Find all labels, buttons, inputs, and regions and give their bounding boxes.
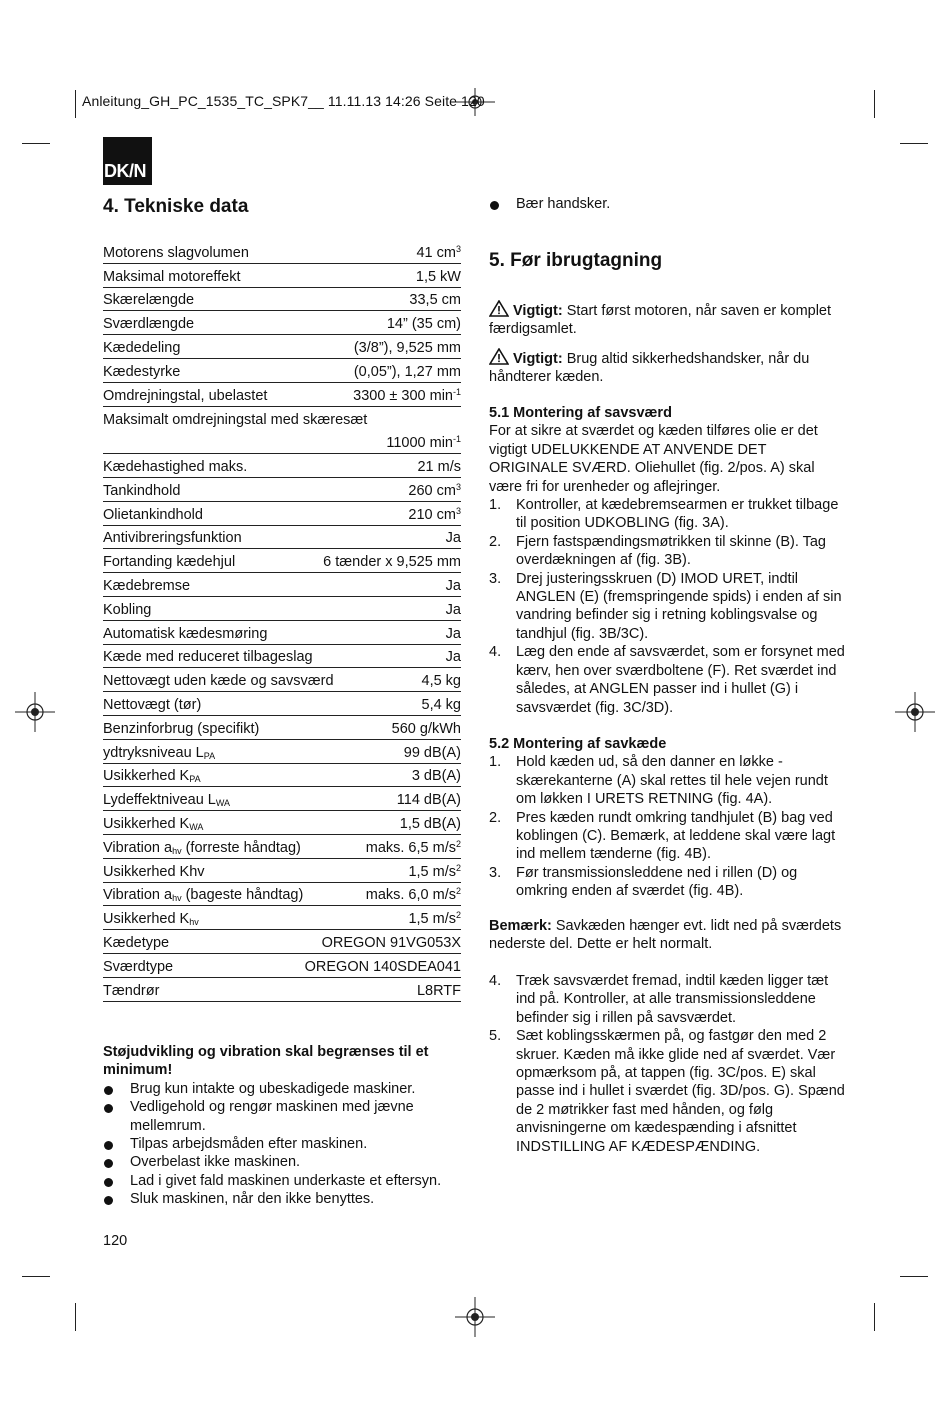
spec-label: Olietankindhold	[103, 506, 203, 523]
crop-mark	[874, 1303, 875, 1331]
step-item	[489, 809, 849, 864]
spec-label: Nettovægt (tør)	[103, 696, 202, 713]
spec-row	[103, 811, 461, 835]
list-item: Vedligehold og rengør maskinen med jævne mellemrum.	[103, 1098, 463, 1135]
spec-label: Sværdlængde	[103, 316, 195, 333]
spec-label: Vibration $a_{hv}$ (bageste håndtag)	[103, 887, 304, 904]
spec-label: Tankindhold	[103, 482, 181, 499]
spec-label: Vibration $a_{hv}$ (forreste håndtag)	[103, 839, 301, 856]
spec-row	[103, 978, 461, 1002]
spec-label: Motorens slagvolumen	[103, 244, 249, 261]
subsection-title: 5.1 Montering af savsværd	[489, 405, 672, 421]
spec-label: Lydeffektniveau $L_{WA}$	[103, 792, 231, 809]
step-list	[489, 972, 849, 1156]
spec-value: 560 g/kWh	[391, 720, 461, 737]
spec-value: OREGON 91VG053X	[321, 934, 461, 951]
spec-label: Kædebremse	[103, 577, 191, 594]
list-item: Lad i givet fald maskinen underkaste et eftersyn.	[103, 1172, 463, 1190]
spec-value: (3/8”), 9,525 mm	[353, 339, 461, 356]
spec-row	[103, 692, 461, 716]
spec-value: Ja	[445, 601, 461, 618]
noise-section	[103, 1043, 463, 1209]
spec-row	[103, 954, 461, 978]
spec-row	[103, 454, 461, 478]
spec-value: 5,4 kg	[421, 696, 461, 713]
spec-label: Usikkerhed Khv	[103, 863, 205, 880]
spec-label: Usikkerhed $K_{hv}$	[103, 911, 199, 928]
print-header: Anleitung_GH_PC_1535_TC_SPK7__ 11.11.13 14:26 Seite 120	[82, 93, 485, 109]
spec-value: 33,5 cm	[409, 292, 461, 309]
spec-row	[103, 668, 461, 692]
spec-row	[103, 930, 461, 954]
spec-label: Kædestyrke	[103, 363, 181, 380]
spec-value: 41 $cm^3$	[416, 243, 461, 261]
spec-row	[103, 502, 461, 526]
note-text: Savkæden hænger evt. lidt ned på sværdets nederste del. Dette er helt normalt.	[489, 918, 842, 953]
spec-label: Usikkerhed $K_{PA}$	[103, 768, 201, 785]
crop-mark	[900, 1276, 928, 1277]
spec-row	[103, 359, 461, 383]
spec-row	[103, 883, 461, 907]
warning-label: Vigtigt:	[513, 303, 563, 319]
spec-value: 4,5 kg	[421, 673, 461, 690]
spec-label: Benzinforbrug (specifikt)	[103, 720, 260, 737]
intro-paragraph: For at sikre at sværdet og kæden tilføres olie er det vigtigt UDELUKKENDE AT ANVENDE DET ORIGINALE SVÆRD. Oliehullet (fig. 2/pos. A) skal være fri for urenheder og aflejringer.	[489, 423, 818, 495]
spec-label: Usikkerhed $K_{WA}$	[103, 815, 204, 832]
step-text: Sæt koblingsskærmen på, og fastgør den med 2 skruer. Kæden må ikke glide ned af sværdet. Vær opmærksom på, at tappen (fig. 3C/pos. E) skal passe ind i hullet i sværdet (fig. 3D/pos. G). Spænd de 2 møtrikker fast med hånden, og følg anvisningerne om kædespænding i afsnittet INDSTILLING AF KÆDESPÆNDING.	[516, 1028, 845, 1155]
registration-target-icon	[15, 692, 55, 732]
language-badge: DK/N	[103, 137, 152, 185]
spec-label: Automatisk kædesmøring	[103, 625, 268, 642]
step-list	[489, 496, 849, 717]
spec-row	[103, 645, 461, 669]
step-text: Pres kæden rundt omkring tandhjulet (B) bag ved koblingen (C). Bemærk, at leddene skal være lagt ind mellem tænderne (fig. 4B).	[516, 809, 836, 863]
warning-2	[489, 348, 849, 387]
step-number: 2.	[489, 809, 502, 826]
spec-value: OREGON 140SDEA041	[304, 958, 461, 975]
spec-label: Kædetype	[103, 934, 170, 951]
spec-value: 3 dB(A)	[411, 768, 461, 785]
step-item	[489, 496, 849, 533]
spec-value: 21 m/s	[417, 458, 461, 475]
spec-value: 11000 $\min^{-1}$	[386, 434, 461, 452]
spec-label: Tændrør	[103, 982, 160, 999]
step-number: 4.	[489, 973, 502, 989]
spec-row	[103, 311, 461, 335]
warning-text: Brug altid sikkerhedshandsker, når du håndterer kæden.	[489, 351, 810, 386]
section-4-title: 4. Tekniske data	[103, 196, 249, 217]
step-item	[489, 533, 849, 570]
warning-triangle-icon	[489, 348, 509, 365]
noise-heading: Støjudvikling og vibration skal begrænses til et minimum!	[103, 1044, 429, 1079]
spec-label: Antivibreringsfunktion	[103, 530, 242, 547]
registration-target-icon	[455, 1297, 495, 1337]
crop-mark	[874, 90, 875, 118]
spec-label: Omdrejningstal, ubelastet	[103, 387, 268, 404]
spec-row	[103, 573, 461, 597]
registration-target-icon	[895, 692, 935, 732]
note-label: Bemærk:	[489, 918, 552, 934]
spec-row	[103, 264, 461, 288]
spec-row	[103, 764, 461, 788]
step-item	[489, 643, 849, 717]
spec-row	[103, 526, 461, 550]
step-number: 4.	[489, 644, 502, 661]
spec-row	[103, 383, 461, 407]
warning-label: Vigtigt:	[513, 351, 563, 367]
step-text: Drej justeringsskruen (D) IMOD URET, indtil ANGLEN (E) (fremspringende spids) i enden af sin vandring befinder sig i retning koblingsvalse og tandhjul (fig. 3B/3C).	[516, 570, 842, 642]
step-text: Læg den ende af savsværdet, som er forsynet med kærv, hen over sværdboltene (F). Ret sværdet ind således, at ANGLEN passer ind i hullet (G) i savsværdet (fig. 3C/3D).	[516, 644, 845, 716]
spec-label: Kædedeling	[103, 339, 181, 356]
step-number: 3.	[489, 864, 502, 881]
spec-value: maks. 6,5 $m/s^2$	[365, 838, 461, 856]
spec-value: 1,5 kW	[415, 268, 461, 285]
spec-value: Ja	[445, 625, 461, 642]
step-item	[489, 972, 849, 1027]
spec-row	[103, 906, 461, 930]
noise-list	[103, 1080, 463, 1209]
spec-label: Maksimalt omdrejningstal med skæresæt	[103, 412, 368, 429]
step-number: 3.	[489, 570, 502, 587]
spec-row	[103, 288, 461, 312]
step-text: Fjern fastspændingsmøtrikken til skinne (B). Tag overdækningen af (fig. 3B).	[516, 533, 826, 569]
spec-value: 6 tænder x 9,525 mm	[323, 554, 461, 571]
list-item: Overbelast ikke maskinen.	[103, 1153, 463, 1171]
list-item: Bær handsker.	[489, 195, 849, 213]
spec-label: Kæde med reduceret tilbageslag	[103, 649, 313, 666]
spec-value: 1,5 $m/s^2$	[408, 862, 461, 880]
crop-mark	[22, 1276, 50, 1277]
step-text: Hold kæden ud, så den danner en løkke - skærekanterne (A) skal rettes til hele vejen rundt om løkken I URETS RETNING (fig. 4A).	[516, 754, 828, 808]
spec-value: 3300 ± 300 $\min^{-1}$	[353, 386, 461, 404]
crop-mark	[75, 1303, 76, 1331]
spec-row	[103, 335, 461, 359]
spec-label: Maksimal motoreffekt	[103, 268, 241, 285]
list-item: Sluk maskinen, når den ikke benyttes.	[103, 1190, 463, 1208]
crop-mark	[900, 143, 928, 144]
step-number: 2.	[489, 533, 502, 550]
spec-label: Sværdtype	[103, 958, 174, 975]
spec-row	[103, 407, 461, 431]
warning-triangle-icon	[489, 300, 509, 317]
spec-row	[103, 740, 461, 764]
spec-row	[103, 240, 461, 264]
spec-row	[103, 859, 461, 883]
step-list	[489, 753, 849, 900]
spec-value: 99 dB(A)	[403, 744, 461, 761]
step-item	[489, 1027, 849, 1156]
spec-table	[103, 240, 461, 1002]
spec-label: Fortanding kædehjul	[103, 554, 236, 571]
spec-row	[103, 597, 461, 621]
list-item: Brug kun intakte og ubeskadigede maskiner.	[103, 1080, 463, 1098]
spec-value: Ja	[445, 577, 461, 594]
crop-mark	[22, 143, 50, 144]
spec-value: 1,5 $m/s^2$	[408, 910, 461, 928]
step-item	[489, 570, 849, 644]
spec-value: 114 dB(A)	[396, 792, 461, 809]
spec-label: Kobling	[103, 601, 152, 618]
spec-value: 260 $cm^3$	[408, 481, 461, 499]
subsection-title: 5.2 Montering af savkæde	[489, 736, 667, 752]
spec-row	[103, 716, 461, 740]
spec-value: (0,05”), 1,27 mm	[353, 363, 461, 380]
spec-label: ydtryksniveau $L_{PA}$	[103, 744, 216, 761]
spec-row	[103, 787, 461, 811]
note	[489, 917, 849, 954]
section-5-1	[489, 404, 849, 717]
section-5-2	[489, 735, 849, 901]
step-text: Træk savsværdet fremad, indtil kæden ligger tæt ind på. Kontroller, at alle transmissionsleddene befinder sig i rillen på savsværdet.	[516, 973, 829, 1026]
warning-1	[489, 300, 849, 339]
list-item: Tilpas arbejdsmåden efter maskinen.	[103, 1135, 463, 1153]
page-number: 120	[103, 1233, 128, 1249]
top-bullet	[489, 195, 849, 213]
spec-value: 210 $cm^3$	[408, 505, 461, 523]
step-number: 5.	[489, 1028, 502, 1045]
crop-mark	[75, 90, 76, 118]
step-item	[489, 753, 849, 808]
spec-row	[103, 478, 461, 502]
spec-label: Kædehastighed maks.	[103, 458, 248, 475]
spec-label: Skærelængde	[103, 292, 195, 309]
spec-value: Ja	[445, 530, 461, 547]
step-item	[489, 864, 849, 901]
spec-value: Ja	[445, 649, 461, 666]
section-5-title: 5. Før ibrugtagning	[489, 250, 663, 271]
step-text: Kontroller, at kædebremsearmen er trukket tilbage til position UDKOBLING (fig. 3A).	[516, 497, 839, 532]
spec-value: maks. 6,0 $m/s^2$	[365, 886, 461, 904]
spec-row	[103, 549, 461, 573]
spec-row	[103, 621, 461, 645]
warning-text: Start først motoren, når saven er komplet færdigsamlet.	[489, 303, 832, 338]
step-number: 1.	[489, 497, 502, 514]
step-text: Før transmissionsleddene ned i rillen (D) og omkring enden af sværdet (fig. 4B).	[516, 864, 798, 900]
spec-label: Nettovægt uden kæde og savsværd	[103, 673, 334, 690]
spec-value: 1,5 dB(A)	[399, 815, 461, 832]
spec-row	[103, 430, 461, 454]
spec-row	[103, 835, 461, 859]
section-5-2-continued	[489, 972, 849, 1156]
spec-value: 14” (35 cm)	[386, 316, 461, 333]
step-number: 1.	[489, 754, 502, 771]
spec-value: L8RTF	[416, 982, 461, 999]
